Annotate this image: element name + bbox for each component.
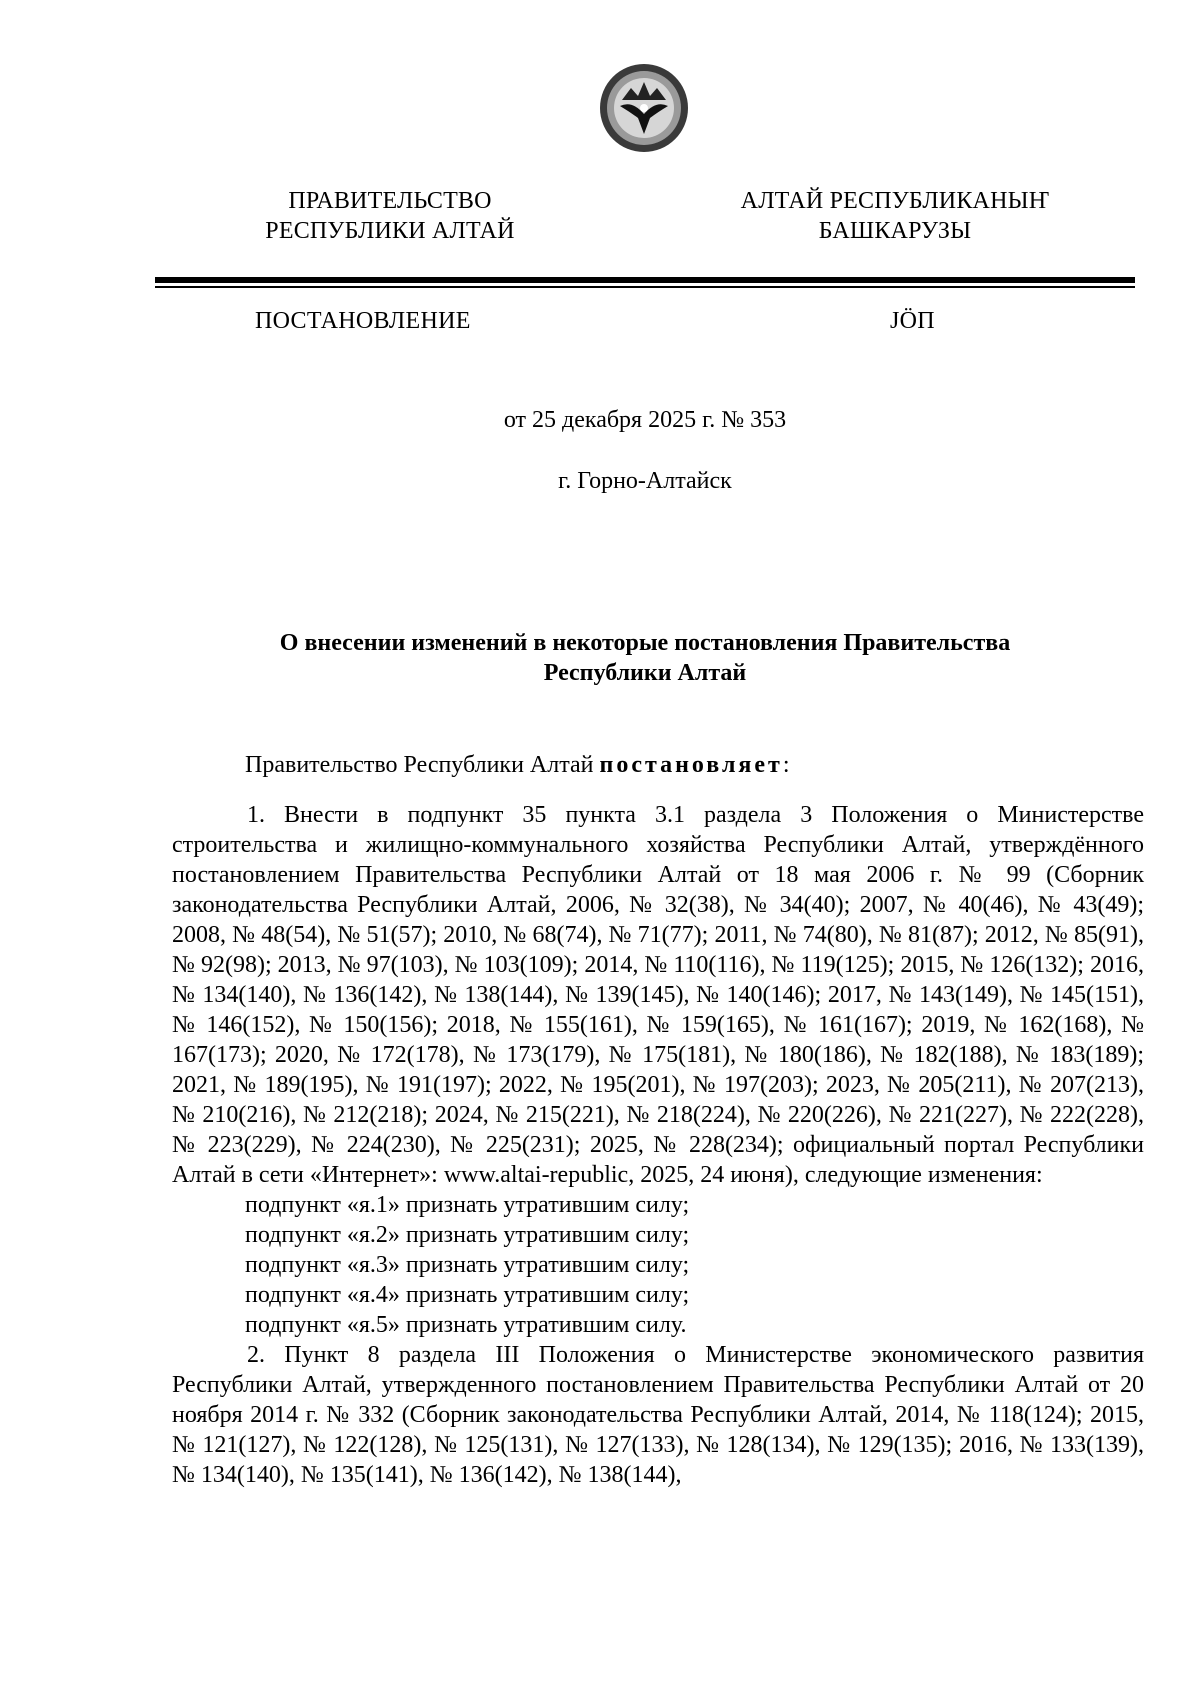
header-divider-thin bbox=[155, 286, 1135, 288]
subitem-2: подпункт «я.2» признать утратившим силу; bbox=[245, 1222, 690, 1248]
coat-of-arms-icon bbox=[598, 62, 690, 154]
preamble bbox=[245, 750, 790, 780]
header-left-line-1: ПРАВИТЕЛЬСТВО bbox=[288, 188, 492, 214]
header-divider-thick bbox=[155, 277, 1135, 283]
header-left-line-2: РЕСПУБЛИКИ АЛТАЙ bbox=[265, 218, 515, 244]
paragraph-2: 2. Пункт 8 раздела III Положения о Министерстве экономического развития Республики Алтай, утвержденного постановлением Правительства Республики Алтай от 20 ноября 2014 г. № 332 (Сборник законодательства Республики Алтай, 2014, № 118(124); 2015, № 121(127), № 122(128), № 125(131), № 127(133), № 128(134), № 129(135); 2016, № 133(139), № 134(140), № 135(141), № 136(142), № 138(144), bbox=[172, 1342, 1144, 1488]
subitem-1: подпункт «я.1» признать утратившим силу; bbox=[245, 1192, 690, 1218]
doc-type-russian: ПОСТАНОВЛЕНИЕ bbox=[255, 308, 471, 334]
header-right-line-1: АЛТАЙ РЕСПУБЛИКАНЫҤ bbox=[740, 188, 1050, 214]
document-body bbox=[172, 800, 1144, 1490]
header-right-authority bbox=[705, 186, 1085, 246]
subitem-5: подпункт «я.5» признать утратившим силу. bbox=[245, 1312, 687, 1338]
subitem-3: подпункт «я.3» признать утратившим силу; bbox=[245, 1252, 690, 1278]
preamble-emphasis: постановляет bbox=[599, 752, 783, 778]
document-title-line-2: Республики Алтай bbox=[543, 660, 747, 686]
preamble-text: Правительство Республики Алтай bbox=[245, 752, 600, 778]
document-title bbox=[175, 628, 1115, 688]
subitem-4: подпункт «я.4» признать утратившим силу; bbox=[245, 1282, 690, 1308]
document-date-number: от 25 декабря 2025 г. № 353 bbox=[503, 407, 787, 433]
preamble-end: : bbox=[782, 752, 790, 778]
document-city: г. Горно-Алтайск bbox=[558, 468, 732, 494]
header-left-authority bbox=[200, 186, 580, 246]
document-title-line-1: О внесении изменений в некоторые постановления Правительства bbox=[279, 630, 1011, 656]
header-right-line-2: БАШКАРУЗЫ bbox=[818, 218, 972, 244]
paragraph-1: 1. Внести в подпункт 35 пункта 3.1 раздела 3 Положения о Министерстве строительства и жилищно-коммунального хозяйства Республики Алтай, утверждённого постановлением Правительства Республики Алтай от 18 мая 2006 г. № 99 (Сборник законодательства Республики Алтай, 2006, № 32(38), № 34(40); 2007, № 40(46), № 43(49); 2008, № 48(54), № 51(57); 2010, № 68(74), № 71(77); 2011, № 74(80), № 81(87); 2012, № 85(91), № 92(98); 2013, № 97(103), № 103(109); 2014, № 110(116), № 119(125); 2015, № 126(132); 2016, № 134(140), № 136(142), № 138(144), № 139(145), № 140(146); 2017, № 143(149), № 145(151), № 146(152), № 150(156); 2018, № 155(161), № 159(165), № 161(167); 2019, № 162(168), № 167(173); 2020, № 172(178), № 173(179), № 175(181), № 180(186), № 182(188), № 183(189); 2021, № 189(195), № 191(197); 2022, № 195(201), № 197(203); 2023, № 205(211), № 207(213), № 210(216), № 212(218); 2024, № 215(221), № 218(224), № 220(226), № 221(227), № 222(228), № 223(229), № 224(230), № 225(231); 2025, № 228(234); официальный портал Республики Алтай в сети «Интернет»: www.altai-republic, 2025, 24 июня), следующие изменения: bbox=[172, 802, 1144, 1188]
doc-type-altai: JÖП bbox=[890, 308, 935, 334]
